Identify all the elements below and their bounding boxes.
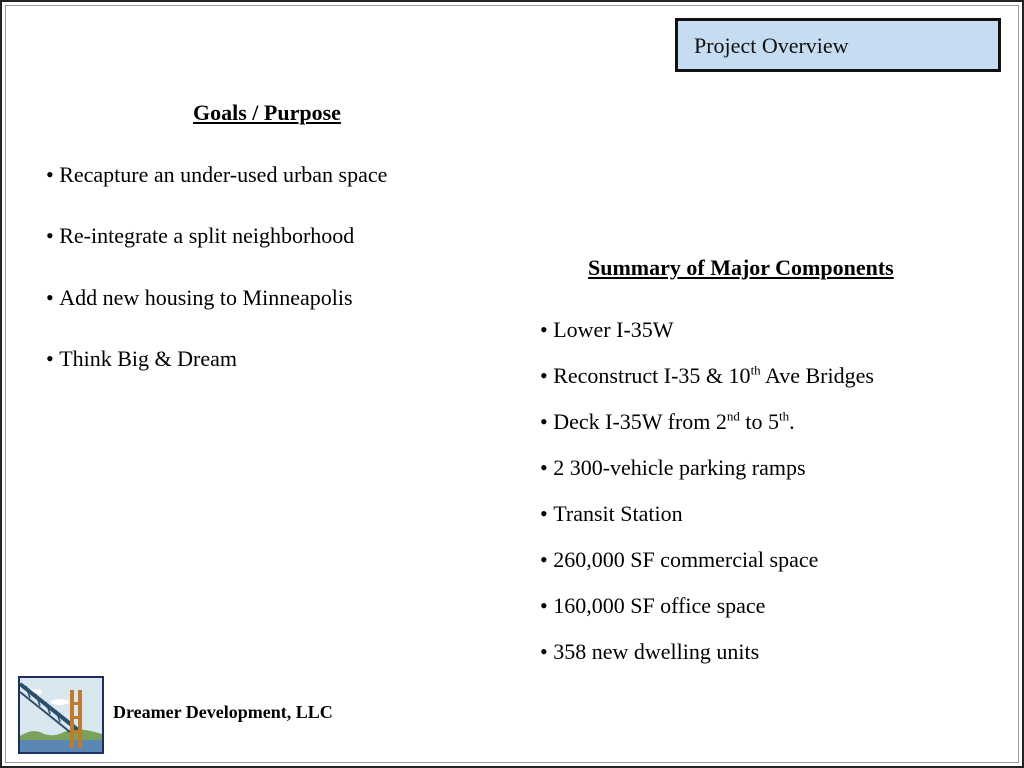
component-text: . (789, 409, 795, 434)
goal-item: • Re-integrate a split neighborhood (46, 223, 354, 249)
component-item (540, 363, 874, 389)
goal-item: • Add new housing to Minneapolis (46, 285, 353, 311)
component-text: Reconstruct I-35 & 10 (553, 363, 751, 388)
component-text: Ave Bridges (760, 363, 874, 388)
superscript: nd (726, 408, 740, 424)
superscript: th (750, 362, 761, 378)
component-text: Deck I-35W from 2 (553, 409, 727, 434)
slide-title: Project Overview (694, 33, 849, 58)
company-name: Dreamer Development, LLC (113, 702, 333, 722)
goal-item: • Think Big & Dream (46, 346, 237, 372)
summary-heading: Summary of Major Components (588, 255, 894, 280)
bridge-logo-graphic (20, 678, 102, 752)
component-item: • 160,000 SF office space (540, 593, 765, 619)
component-item (540, 409, 795, 435)
title-box (675, 18, 1001, 72)
component-item: • Transit Station (540, 501, 683, 527)
goal-item: • Recapture an under-used urban space (46, 162, 387, 188)
superscript: th (779, 408, 790, 424)
component-text: to 5 (739, 409, 780, 434)
component-item: • Lower I-35W (540, 317, 674, 343)
bridge-icon (18, 676, 104, 754)
component-item: • 2 300-vehicle parking ramps (540, 455, 806, 481)
component-item: • 358 new dwelling units (540, 639, 759, 665)
component-item: • 260,000 SF commercial space (540, 547, 818, 573)
goals-heading: Goals / Purpose (193, 100, 341, 125)
